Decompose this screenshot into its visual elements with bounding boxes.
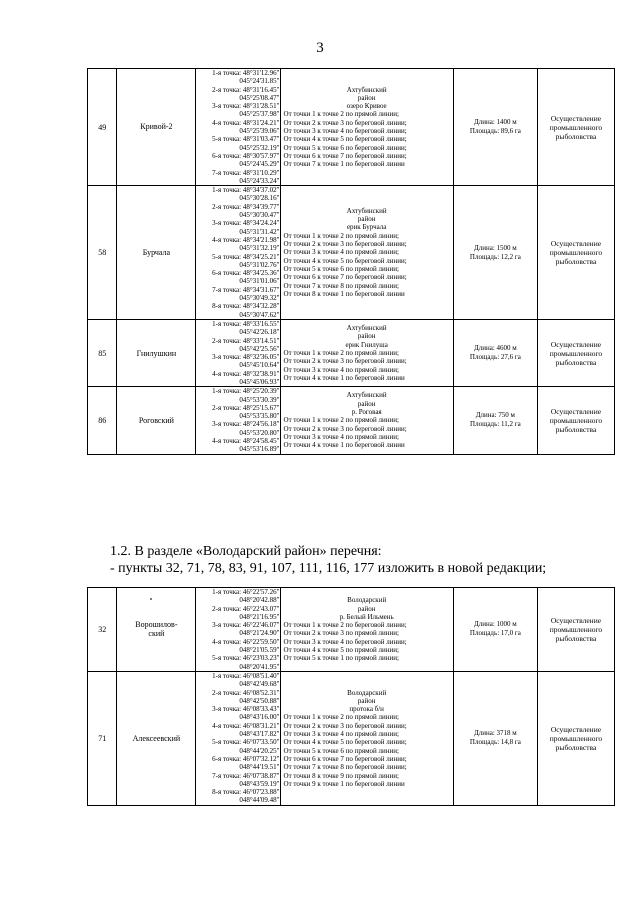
coordinate-line: 045°45'10.64" xyxy=(239,361,280,370)
boundary-line: От точки 5 к точке 6 по береговой линии; xyxy=(283,143,407,152)
boundary-line: От точки 3 к точке 4 по прямой линии; xyxy=(283,248,399,257)
boundary-line: От точки 4 к точке 5 по береговой линии; xyxy=(283,738,407,747)
coordinate-line: 045°31'31.42" xyxy=(239,227,280,236)
length-value: Длина: 1000 м xyxy=(474,620,517,629)
location-line: район xyxy=(357,604,376,613)
coordinate-line: 045°31'02.76" xyxy=(239,260,280,269)
coordinate-line: 045°31'01.06" xyxy=(239,277,280,286)
boundary-line: От точки 2 к точке 3 по прямой линии; xyxy=(283,629,399,638)
purpose-line: рыболовства xyxy=(555,257,597,267)
boundary-line: От точки 4 к точке 1 по береговой линии xyxy=(283,373,405,382)
coordinate-line: 5-я точка: 46°23'03.23" xyxy=(212,654,280,663)
row-number: 71 xyxy=(88,671,117,805)
table-row xyxy=(88,671,615,805)
coordinate-line: 1-я точка: 48°31'12.96" xyxy=(212,69,280,77)
location-line: район xyxy=(357,215,376,224)
section-subheading: - пункты 32, 71, 78, 83, 91, 107, 111, 116, 177 изложить в новой редакции; xyxy=(110,561,547,576)
water-body-name: Бурчала xyxy=(117,186,196,320)
coordinate-line: 045°25'39.06" xyxy=(239,127,280,136)
coordinate-line: 2-я точка: 48°34'39.77" xyxy=(212,202,280,211)
measurements-cell xyxy=(453,671,537,805)
coordinate-line: 045°30'30.47" xyxy=(239,211,280,220)
coordinate-line: 048°20'42.88" xyxy=(239,596,280,605)
boundary-line: От точки 2 к точке 3 по береговой линии; xyxy=(283,118,407,127)
boundary-description-cell xyxy=(280,186,453,320)
purpose-line: Осуществление xyxy=(550,113,602,123)
coordinate-line: 8-я точка: 48°34'32.28" xyxy=(212,302,280,311)
coordinate-line: 045°24'33.24" xyxy=(239,176,280,185)
table-row xyxy=(88,387,615,454)
measurements-cell xyxy=(453,69,537,186)
coordinate-line: 048°42'49.68" xyxy=(239,680,280,689)
boundary-line: От точки 6 к точке 7 по береговой линии; xyxy=(283,754,407,763)
purpose-line: рыболовства xyxy=(555,633,597,643)
location-line: ерик Гнилуша xyxy=(345,340,388,349)
coordinate-line: 045°25'37.98" xyxy=(239,110,280,119)
coordinate-line: 2-я точка: 48°31'16.45" xyxy=(212,85,280,94)
coordinates-cell xyxy=(196,588,280,672)
boundary-line: От точки 1 к точке 2 по прямой линии; xyxy=(283,713,399,722)
coordinate-line: 4-я точка: 46°22'59.50" xyxy=(212,637,280,646)
coordinate-line: 045°30'47.62" xyxy=(239,310,280,319)
section-heading: 1.2. В разделе «Володарский район» перечня: xyxy=(110,544,382,559)
boundary-line: От точки 5 к точке 6 по прямой линии; xyxy=(283,264,399,273)
boundary-line: От точки 7 к точке 1 по береговой линии xyxy=(283,160,405,169)
coordinate-line: 4-я точка: 48°34'21.98" xyxy=(212,235,280,244)
row-number: 58 xyxy=(88,186,117,320)
boundary-line: От точки 3 к точке 4 по прямой линии; xyxy=(283,432,399,441)
purpose-cell xyxy=(537,671,614,805)
coordinate-line: 048°21'16.95" xyxy=(239,612,280,621)
coordinate-line: 1-я точка: 48°33'16.55" xyxy=(212,319,280,328)
coordinate-line: 048°44'09.48" xyxy=(239,796,280,805)
coordinate-line: 7-я точка: 48°34'31.67" xyxy=(212,285,280,294)
coordinate-line: 048°43'16.00" xyxy=(239,713,280,722)
purpose-cell xyxy=(537,69,614,186)
boundary-line: От точки 4 к точке 5 по береговой линии; xyxy=(283,135,407,144)
boundary-line: От точки 4 к точке 5 по прямой линии; xyxy=(283,646,399,655)
coordinate-line: 045°30'49.32" xyxy=(239,294,280,303)
coordinate-line: 3-я точка: 48°31'28.51" xyxy=(212,102,280,111)
coordinate-line: 045°24'31.85" xyxy=(239,77,280,86)
table-row xyxy=(88,69,615,186)
coordinate-line: 045°42'26.18" xyxy=(239,328,280,337)
purpose-line: Осуществление xyxy=(550,724,602,734)
coordinate-line: 045°53'30.39" xyxy=(239,395,280,404)
location-line: район xyxy=(357,93,376,102)
purpose-line: рыболовства xyxy=(555,357,597,367)
purpose-line: рыболовства xyxy=(555,424,597,434)
area-value: Площадь: 89,6 га xyxy=(469,127,521,136)
table-row xyxy=(88,186,615,320)
boundary-line: От точки 5 к точке 1 по прямой линии; xyxy=(283,654,399,663)
boundary-description-cell xyxy=(280,387,453,454)
location-line: Володарский xyxy=(347,596,387,605)
purpose-line: промышленного xyxy=(549,248,603,258)
area-value: Площадь: 17,0 га xyxy=(469,629,521,638)
boundary-line: От точки 7 к точке 8 по береговой линии; xyxy=(283,763,407,772)
coordinate-line: 4-я точка: 48°31'24.21" xyxy=(212,118,280,127)
purpose-line: рыболовства xyxy=(555,742,597,752)
coordinate-line: 4-я точка: 48°32'38.91" xyxy=(212,369,280,378)
measurements-cell xyxy=(453,319,537,386)
boundary-line: От точки 2 к точке 3 по береговой линии; xyxy=(283,357,407,366)
page-number: 3 xyxy=(316,40,324,56)
row-number: 32 xyxy=(88,588,117,672)
purpose-cell xyxy=(537,319,614,386)
area-value: Площадь: 27,6 га xyxy=(469,353,521,362)
area-value: Площадь: 12,2 га xyxy=(469,252,521,261)
boundary-line: От точки 8 к точке 9 по прямой линии; xyxy=(283,771,399,780)
row-number: 85 xyxy=(88,319,117,386)
row-number: 86 xyxy=(88,387,117,454)
boundary-line: От точки 3 к точке 4 по прямой линии; xyxy=(283,730,399,739)
row-number: 49 xyxy=(88,69,117,186)
coordinate-line: 3-я точка: 48°32'36.05" xyxy=(212,353,280,362)
coordinate-line: 045°31'32.19" xyxy=(239,244,280,253)
coordinate-line: 045°24'45.29" xyxy=(239,160,280,169)
boundary-description-cell xyxy=(280,588,453,672)
coordinate-line: 5-я точка: 48°34'25.21" xyxy=(212,252,280,261)
measurements-cell xyxy=(453,186,537,320)
coordinate-line: 6-я точка: 48°34'25.36" xyxy=(212,269,280,278)
boundary-line: От точки 4 к точке 5 по береговой линии; xyxy=(283,256,407,265)
length-value: Длина: 3718 м xyxy=(474,729,517,738)
coordinates-cell xyxy=(196,387,280,454)
coordinates-cell xyxy=(196,186,280,320)
length-value: Длина: 4600 м xyxy=(474,344,517,353)
coordinate-line: 045°53'20.80" xyxy=(239,428,280,437)
coordinate-line: 048°44'19.51" xyxy=(239,763,280,772)
coordinate-line: 048°43'59.19" xyxy=(239,779,280,788)
location-line: Ахтубинский xyxy=(346,324,387,333)
location-line: ерик Бурчала xyxy=(346,223,387,232)
coordinate-line: 1-я точка: 46°22'57.26" xyxy=(212,588,280,596)
coordinate-line: 2-я точка: 46°08'52.31" xyxy=(212,688,280,697)
fishing-area-table-1 xyxy=(87,68,615,455)
coordinate-line: 2-я точка: 48°25'15.67" xyxy=(212,403,280,412)
coordinate-line: 048°44'20.25" xyxy=(239,746,280,755)
purpose-line: промышленного xyxy=(549,733,603,743)
location-line: район xyxy=(357,399,376,408)
purpose-line: Осуществление xyxy=(550,339,602,349)
water-body-name: Алексеевский xyxy=(117,671,196,805)
water-body-name: Кривой-2 xyxy=(117,69,196,186)
boundary-description-cell xyxy=(280,69,453,186)
coordinate-line: 5-я точка: 46°07'33.50" xyxy=(212,738,280,747)
coordinate-line: 048°21'24.90" xyxy=(239,629,280,638)
table-row xyxy=(88,319,615,386)
location-line: район xyxy=(357,696,376,705)
location-line: р. Роговая xyxy=(351,408,382,417)
area-value: Площадь: 11,2 га xyxy=(470,420,521,429)
boundary-line: От точки 2 к точке 3 по береговой линии; xyxy=(283,721,407,730)
scan-speck xyxy=(150,598,152,600)
fishing-area-table-2 xyxy=(87,587,615,806)
location-line: район xyxy=(357,332,376,341)
measurements-cell xyxy=(453,588,537,672)
boundary-line: От точки 1 к точке 2 по прямой линии; xyxy=(283,416,399,425)
coordinate-line: 048°43'17.82" xyxy=(239,730,280,739)
coordinate-line: 4-я точка: 48°24'58.45" xyxy=(212,437,280,446)
boundary-line: От точки 4 к точке 1 по береговой линии xyxy=(283,441,405,450)
coordinates-cell xyxy=(196,671,280,805)
coordinate-line: 7-я точка: 46°07'38.87" xyxy=(212,771,280,780)
boundary-line: От точки 1 к точке 2 по прямой линии; xyxy=(283,348,399,357)
coordinate-line: 3-я точка: 48°34'24.24" xyxy=(212,219,280,228)
coordinates-cell xyxy=(196,69,280,186)
location-line: р. Белый Ильмень xyxy=(339,612,394,621)
length-value: Длина: 750 м xyxy=(475,411,515,420)
boundary-line: От точки 8 к точке 1 по береговой линии xyxy=(283,289,405,298)
table-row xyxy=(88,588,615,672)
coordinate-line: 4-я точка: 46°08'31.21" xyxy=(212,721,280,730)
coordinate-line: 1-я точка: 46°08'51.40" xyxy=(212,671,280,680)
coordinate-line: 2-я точка: 46°22'43.07" xyxy=(212,604,280,613)
boundary-line: От точки 1 к точке 2 по прямой линии; xyxy=(283,110,399,119)
water-body-name: Ворошилов- ский xyxy=(117,588,196,672)
location-line: протока б/н xyxy=(349,705,384,714)
location-line: Ахтубинский xyxy=(346,391,387,400)
location-line: Ахтубинский xyxy=(346,85,387,94)
boundary-line: От точки 1 к точке 2 по береговой линии; xyxy=(283,621,407,630)
purpose-cell xyxy=(537,186,614,320)
coordinate-line: 048°42'50.88" xyxy=(239,696,280,705)
purpose-line: Осуществление xyxy=(550,406,602,416)
coordinate-line: 3-я точка: 46°22'46.07" xyxy=(212,621,280,630)
boundary-line: От точки 9 к точке 1 по береговой линии xyxy=(283,779,405,788)
coordinate-line: 045°45'06.93" xyxy=(239,377,280,386)
coordinate-line: 7-я точка: 48°31'10.29" xyxy=(212,168,280,177)
coordinate-line: 2-я точка: 48°33'14.51" xyxy=(212,336,280,345)
purpose-line: промышленного xyxy=(549,122,603,132)
coordinate-line: 5-я точка: 48°31'03.47" xyxy=(212,135,280,144)
boundary-line: От точки 1 к точке 2 по прямой линии; xyxy=(283,231,399,240)
coordinate-line: 045°30'28.16" xyxy=(239,194,280,203)
boundary-line: От точки 5 к точке 6 по прямой линии; xyxy=(283,746,399,755)
coordinate-line: 6-я точка: 46°07'32.12" xyxy=(212,754,280,763)
measurements-cell xyxy=(453,387,537,454)
coordinate-line: 045°25'08.47" xyxy=(239,93,280,102)
boundary-line: От точки 3 к точке 4 по береговой линии; xyxy=(283,127,407,136)
purpose-line: Осуществление xyxy=(550,615,602,625)
water-body-name: Роговский xyxy=(117,387,196,454)
coordinate-line: 1-я точка: 48°34'37.02" xyxy=(212,186,280,195)
purpose-cell xyxy=(537,387,614,454)
purpose-line: промышленного xyxy=(549,624,603,634)
purpose-line: рыболовства xyxy=(555,131,597,141)
boundary-line: От точки 3 к точке 4 по прямой линии; xyxy=(283,365,399,374)
purpose-line: промышленного xyxy=(549,415,603,425)
area-value: Площадь: 14,8 га xyxy=(469,738,521,747)
purpose-line: Осуществление xyxy=(550,239,602,249)
coordinate-line: 3-я точка: 48°24'56.18" xyxy=(212,420,280,429)
boundary-description-cell xyxy=(280,319,453,386)
coordinate-line: 045°25'32.19" xyxy=(239,143,280,152)
location-line: Ахтубинский xyxy=(346,206,387,215)
location-line: Володарский xyxy=(347,688,387,697)
boundary-line: От точки 7 к точке 8 по прямой линии; xyxy=(283,281,399,290)
boundary-line: От точки 2 к точке 3 по береговой линии; xyxy=(283,240,407,249)
coordinate-line: 048°20'41.95" xyxy=(239,662,280,671)
boundary-line: От точки 2 к точке 3 по береговой линии; xyxy=(283,424,407,433)
length-value: Длина: 1400 м xyxy=(474,118,517,127)
coordinate-line: 1-я точка: 48°25'20.39" xyxy=(212,387,280,396)
coordinates-cell xyxy=(196,319,280,386)
coordinate-line: 045°53'16.89" xyxy=(239,445,280,454)
purpose-cell xyxy=(537,588,614,672)
coordinate-line: 045°42'25.56" xyxy=(239,344,280,353)
coordinate-line: 6-я точка: 48°30'57.97" xyxy=(212,151,280,160)
boundary-line: От точки 3 к точке 4 по береговой линии; xyxy=(283,637,407,646)
coordinate-line: 045°53'35.80" xyxy=(239,412,280,421)
purpose-line: промышленного xyxy=(549,348,603,358)
coordinate-line: 8-я точка: 46°07'23.88" xyxy=(212,788,280,797)
boundary-description-cell xyxy=(280,671,453,805)
boundary-line: От точки 6 к точке 7 по береговой линии; xyxy=(283,151,407,160)
coordinate-line: 3-я точка: 46°08'33.43" xyxy=(212,705,280,714)
location-line: озеро Кривое xyxy=(346,102,387,111)
length-value: Длина: 1500 м xyxy=(474,243,517,252)
coordinate-line: 048°21'05.59" xyxy=(239,646,280,655)
water-body-name: Гнилушкин xyxy=(117,319,196,386)
boundary-line: От точки 6 к точке 7 по береговой линии; xyxy=(283,273,407,282)
